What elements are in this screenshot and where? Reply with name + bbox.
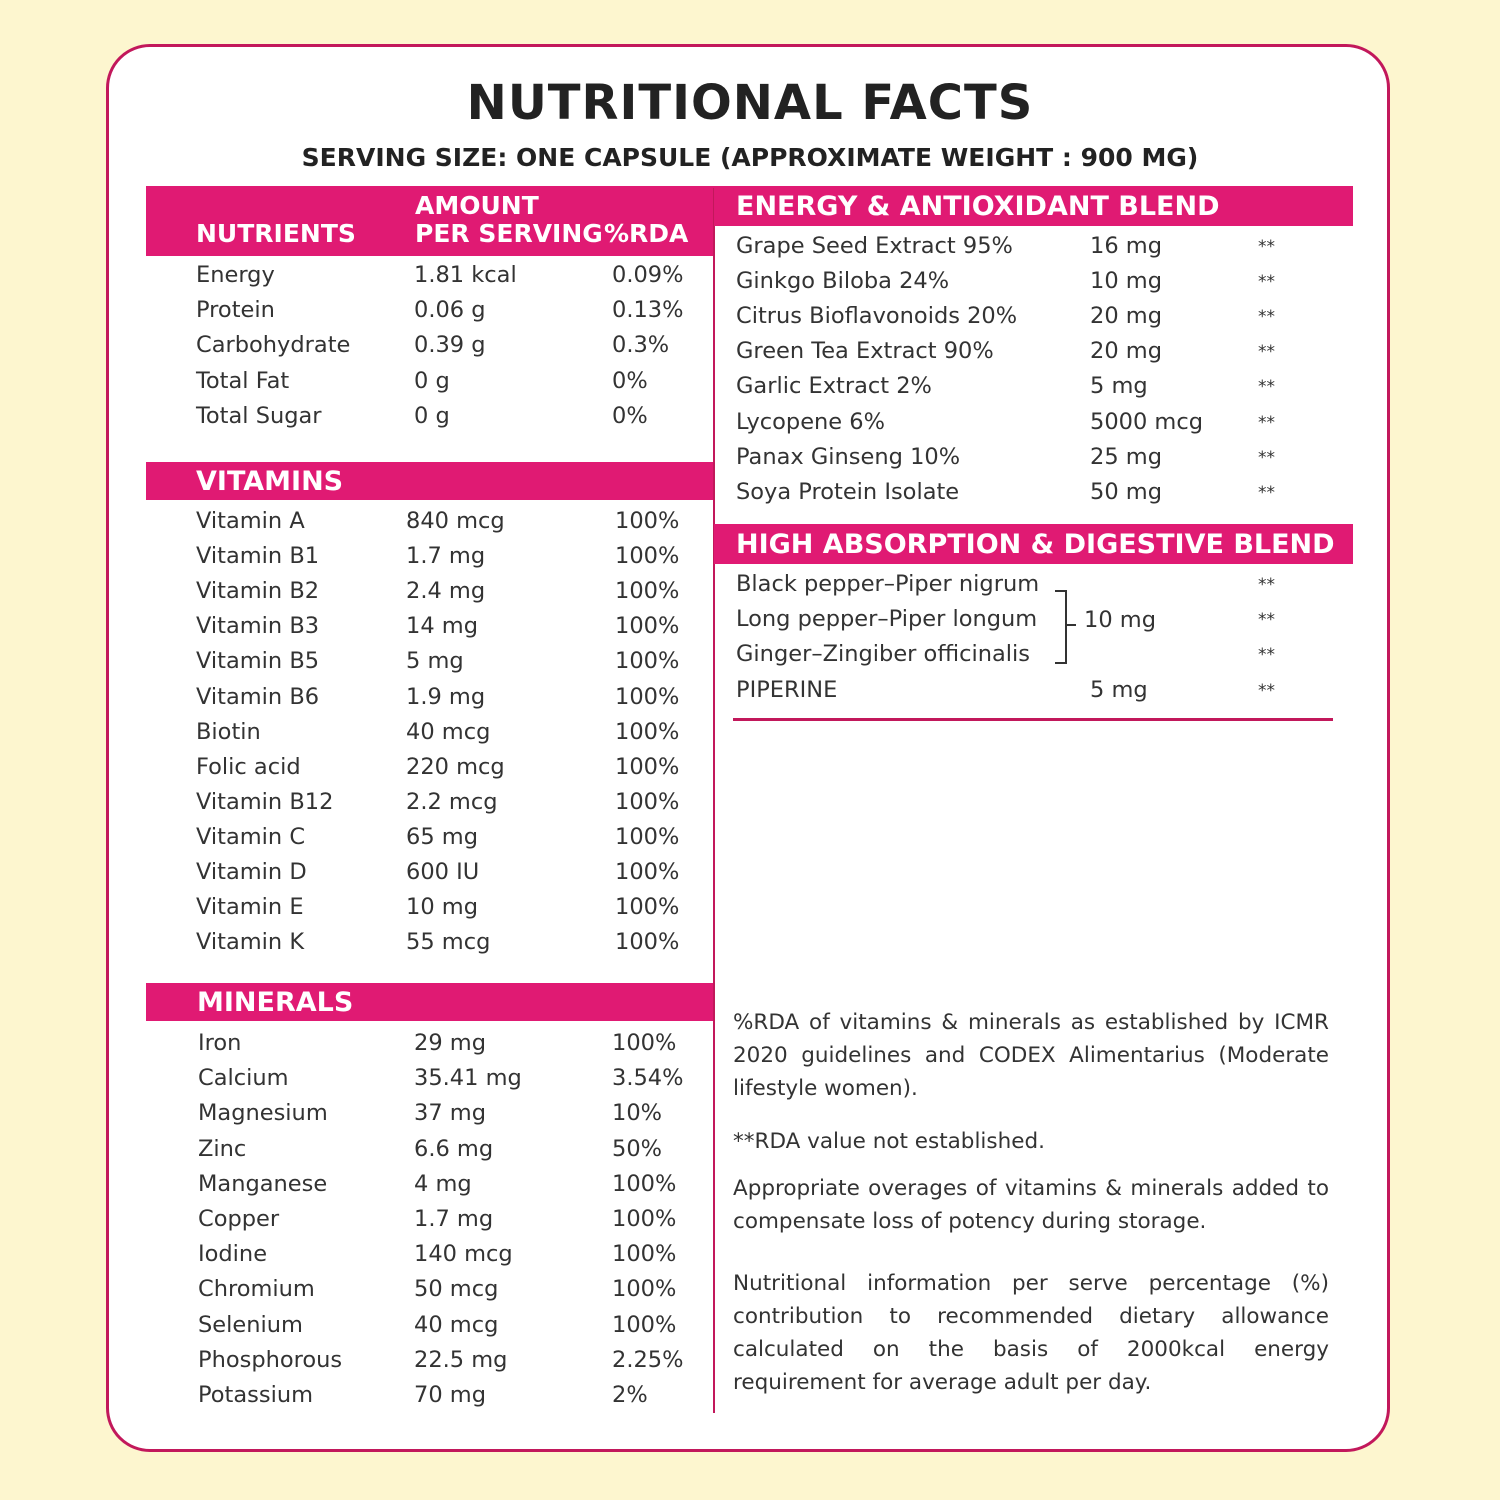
row-rda: 100% — [615, 543, 680, 570]
row-name: Vitamin B6 — [196, 683, 320, 710]
amount-col-header-line2: PER SERVING — [415, 219, 603, 248]
row-name: Iron — [198, 1030, 242, 1056]
row-rda: 100% — [612, 1030, 677, 1056]
row-amount: 1.7 mg — [406, 543, 486, 570]
row-rda: 0.09% — [612, 262, 684, 288]
row-name: Ginger–Zingiber officinalis — [736, 641, 1030, 668]
row-name: Vitamin B1 — [196, 543, 320, 570]
vitamins-header-bar — [146, 462, 714, 500]
row-rda: ** — [1258, 307, 1275, 328]
row-rda: 100% — [615, 648, 680, 675]
row-amount: 1.7 mg — [414, 1206, 494, 1232]
row-rda: ** — [1258, 412, 1275, 433]
row-amount: 220 mcg — [406, 753, 505, 780]
row-rda: 100% — [615, 718, 680, 745]
row-name: Panax Ginseng 10% — [736, 443, 961, 470]
table-row — [198, 1276, 708, 1311]
row-amount: 29 mg — [414, 1030, 486, 1056]
table-row — [198, 1382, 708, 1417]
row-name: Copper — [198, 1206, 280, 1232]
row-amount: 5000 mcg — [1090, 408, 1203, 435]
energy-blend-header: ENERGY & ANTIOXIDANT BLEND — [736, 191, 1220, 222]
row-amount: 2.2 mcg — [406, 788, 498, 815]
row-amount: 0 g — [414, 367, 450, 394]
table-row — [736, 373, 1296, 408]
row-amount: 50 mg — [1090, 478, 1162, 505]
row-name: Manganese — [198, 1170, 328, 1197]
row-rda: ** — [1258, 575, 1275, 595]
row-amount: 5 mg — [1090, 676, 1148, 703]
grouped-amount-bracket-tick — [1066, 624, 1076, 626]
row-name: Total Fat — [196, 367, 290, 394]
table-row — [736, 409, 1296, 444]
row-amount: 840 mcg — [406, 508, 505, 534]
table-row — [198, 1136, 708, 1171]
row-name: Green Tea Extract 90% — [736, 338, 994, 365]
row-rda: ** — [1258, 610, 1275, 631]
row-name: Soya Protein Isolate — [736, 478, 960, 505]
row-name: Phosphorous — [198, 1346, 343, 1373]
row-amount: 40 mcg — [406, 718, 491, 745]
row-name: Vitamin B5 — [196, 648, 320, 675]
row-amount: 10 mg — [1090, 268, 1162, 295]
row-name: Potassium — [198, 1382, 314, 1408]
row-rda: ** — [1258, 377, 1275, 398]
row-rda: 100% — [615, 508, 680, 534]
serving-size: SERVING SIZE: ONE CAPSULE (APPROXIMATE WEIGHT : 900 MG) — [301, 143, 1199, 172]
row-name: Vitamin K — [196, 929, 305, 956]
energy-blend-header-bar — [714, 186, 1353, 226]
row-amount: 2.4 mg — [406, 578, 486, 605]
table-row — [736, 303, 1296, 338]
table-row — [196, 332, 706, 367]
row-rda: 100% — [612, 1170, 677, 1197]
row-amount: 16 mg — [1090, 233, 1162, 259]
table-row — [196, 368, 706, 403]
minerals-header: MINERALS — [197, 987, 354, 1018]
row-amount: 50 mcg — [414, 1276, 499, 1303]
row-rda: ** — [1258, 272, 1275, 293]
row-name: Vitamin D — [196, 859, 307, 885]
row-amount: 0 g — [414, 402, 450, 429]
nutrients-header-bar — [146, 186, 714, 256]
table-row — [198, 1347, 708, 1382]
row-name: Black pepper–Piper nigrum — [736, 571, 1040, 597]
rda-col-header: %RDA — [604, 219, 689, 248]
table-row — [736, 641, 1296, 676]
row-amount: 1.81 kcal — [414, 262, 517, 288]
row-rda: 10% — [612, 1100, 663, 1127]
row-name: Vitamin A — [196, 508, 305, 534]
row-rda: 100% — [612, 1206, 677, 1232]
row-name: Calcium — [198, 1065, 289, 1092]
row-amount: 40 mcg — [414, 1311, 499, 1338]
row-amount: 5 mg — [406, 648, 464, 675]
page-title: NUTRITIONAL FACTS — [466, 75, 1034, 131]
note-not-established: **RDA value not established. — [733, 1129, 1045, 1154]
table-row — [198, 1241, 708, 1276]
table-row — [196, 754, 706, 789]
minerals-header-bar — [146, 983, 714, 1021]
row-rda: 100% — [615, 613, 680, 640]
digestive-blend-header: HIGH ABSORPTION & DIGESTIVE BLEND — [736, 529, 1335, 560]
row-amount: 22.5 mg — [414, 1346, 508, 1373]
row-rda: 100% — [615, 894, 680, 921]
table-row — [196, 684, 706, 719]
note-basis: Nutritional information per serve percentage (%) contribution to recommended dietary allowance calculated on the basis of 2000kcal energy requirement for average adult per day. — [733, 1271, 1329, 1395]
row-name: Magnesium — [198, 1100, 328, 1127]
row-rda: 3.54% — [612, 1065, 684, 1092]
row-rda: ** — [1258, 482, 1275, 503]
row-name: Vitamin C — [196, 823, 306, 850]
row-name: Protein — [196, 297, 275, 324]
row-amount: 5 mg — [1090, 373, 1148, 400]
table-row — [196, 719, 706, 754]
row-amount: 35.41 mg — [414, 1065, 522, 1092]
row-name: Vitamin B12 — [196, 788, 334, 815]
row-amount: 10 mg — [406, 894, 478, 921]
row-name: Vitamin B3 — [196, 613, 320, 640]
amount-col-header-line1: AMOUNT — [415, 191, 539, 220]
grouped-amount-bracket — [1055, 590, 1067, 664]
row-amount: 6.6 mg — [414, 1135, 494, 1162]
table-row — [196, 789, 706, 824]
row-name: Zinc — [198, 1135, 247, 1162]
row-name: Lycopene 6% — [736, 408, 885, 435]
table-row — [736, 233, 1296, 268]
row-name: Garlic Extract 2% — [736, 373, 932, 400]
column-divider — [713, 188, 715, 1413]
row-name: Total Sugar — [196, 402, 322, 429]
table-row — [736, 677, 1296, 712]
note-rda-source: %RDA of vitamins & minerals as established by ICMR 2020 guidelines and CODEX Alimentarius (Moderate lifestyle women). — [733, 1010, 1329, 1101]
row-rda: 2% — [612, 1382, 648, 1408]
row-rda: 100% — [612, 1241, 677, 1268]
row-rda: 100% — [615, 683, 680, 710]
row-name: Citrus Bioflavonoids 20% — [736, 303, 1018, 330]
table-row — [198, 1100, 708, 1135]
table-row — [736, 268, 1296, 303]
table-row — [198, 1065, 708, 1100]
table-row — [198, 1030, 708, 1065]
table-row — [196, 613, 706, 648]
table-row — [198, 1171, 708, 1206]
table-row — [196, 262, 706, 297]
row-name: Iodine — [198, 1241, 268, 1268]
row-name: Chromium — [198, 1276, 315, 1303]
row-rda: ** — [1258, 447, 1275, 468]
note-overages: Appropriate overages of vitamins & minerals added to compensate loss of potency during storage. — [733, 1176, 1329, 1234]
row-amount: 20 mg — [1090, 338, 1162, 365]
row-rda: 50% — [612, 1135, 663, 1162]
row-name: Vitamin B2 — [196, 578, 320, 605]
row-rda: 100% — [615, 929, 680, 956]
row-rda: ** — [1258, 645, 1275, 666]
row-name: Grape Seed Extract 95% — [736, 233, 1013, 259]
row-amount: 37 mg — [414, 1100, 486, 1127]
table-row — [198, 1312, 708, 1347]
row-amount: 25 mg — [1090, 443, 1162, 470]
row-rda: 0.3% — [612, 332, 670, 359]
table-row — [196, 824, 706, 859]
row-name: Energy — [196, 262, 275, 288]
table-row — [196, 648, 706, 683]
row-name: Biotin — [196, 718, 261, 745]
table-row — [196, 403, 706, 438]
table-row — [198, 1206, 708, 1241]
row-name: Ginkgo Biloba 24% — [736, 268, 950, 295]
table-row — [736, 444, 1296, 479]
row-name: Long pepper–Piper longum — [736, 606, 1038, 633]
grouped-amount: 10 mg — [1084, 607, 1156, 633]
row-name: Carbohydrate — [196, 332, 351, 359]
nutrients-col-header: NUTRIENTS — [196, 219, 356, 248]
row-name: PIPERINE — [736, 676, 838, 703]
row-rda: 2.25% — [612, 1346, 684, 1373]
row-amount: 140 mcg — [414, 1241, 513, 1268]
table-row — [196, 929, 706, 964]
table-row — [196, 859, 706, 894]
row-rda: ** — [1258, 237, 1275, 257]
row-amount: 600 IU — [406, 859, 480, 885]
row-rda: 0% — [612, 402, 648, 429]
row-amount: 14 mg — [406, 613, 478, 640]
row-amount: 20 mg — [1090, 303, 1162, 330]
row-amount: 0.39 g — [414, 332, 486, 359]
row-rda: ** — [1258, 342, 1275, 363]
row-rda: 100% — [615, 753, 680, 780]
table-row — [736, 606, 1296, 641]
row-amount: 70 mg — [414, 1382, 486, 1408]
row-name: Vitamin E — [196, 894, 304, 921]
row-name: Selenium — [198, 1311, 303, 1338]
row-rda: 100% — [615, 859, 680, 885]
row-amount: 0.06 g — [414, 297, 486, 324]
table-row — [196, 894, 706, 929]
row-amount: 65 mg — [406, 823, 478, 850]
row-amount: 1.9 mg — [406, 683, 486, 710]
row-rda: 100% — [615, 823, 680, 850]
blend-section-underline — [733, 718, 1333, 721]
row-rda: 0% — [612, 367, 648, 394]
row-amount: 55 mcg — [406, 929, 491, 956]
row-amount: 4 mg — [414, 1170, 472, 1197]
row-rda: ** — [1258, 680, 1275, 701]
table-row — [736, 479, 1296, 514]
vitamins-header: VITAMINS — [196, 466, 344, 497]
table-row — [736, 338, 1296, 373]
table-row — [196, 543, 706, 578]
row-rda: 100% — [612, 1276, 677, 1303]
digestive-blend-header-bar — [714, 524, 1353, 564]
table-row — [196, 508, 706, 543]
table-row — [196, 297, 706, 332]
table-row — [736, 571, 1296, 606]
row-rda: 100% — [612, 1311, 677, 1338]
table-row — [196, 578, 706, 613]
row-rda: 0.13% — [612, 297, 684, 324]
row-rda: 100% — [615, 578, 680, 605]
row-rda: 100% — [615, 788, 680, 815]
row-name: Folic acid — [196, 753, 301, 780]
